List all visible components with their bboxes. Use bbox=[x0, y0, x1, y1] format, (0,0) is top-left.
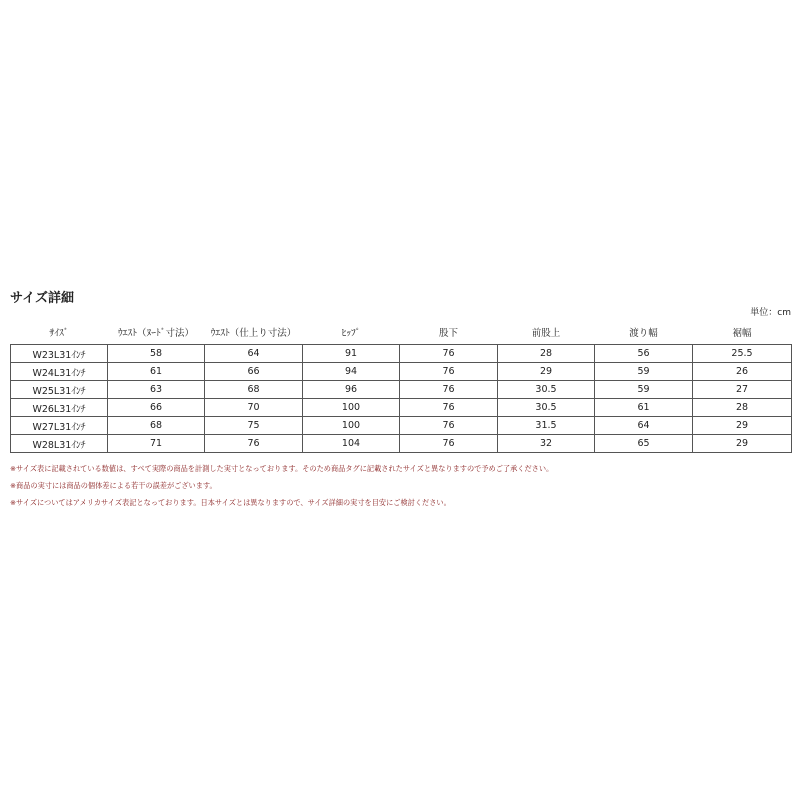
table-row bbox=[11, 435, 792, 453]
waist-finished-cell: 68 bbox=[205, 381, 303, 399]
thigh-width-cell: 64 bbox=[595, 417, 693, 435]
inseam-cell: 76 bbox=[400, 381, 498, 399]
hip-cell: 100 bbox=[303, 399, 400, 417]
header-front-rise: 前股上 bbox=[531, 328, 561, 339]
size-cell: W23L31ｲﾝﾁ bbox=[11, 345, 108, 363]
front-rise-cell: 29 bbox=[498, 363, 595, 381]
hip-cell: 91 bbox=[303, 345, 400, 363]
unit-label: 単位：cm bbox=[750, 308, 791, 318]
waist-finished-cell: 66 bbox=[205, 363, 303, 381]
waist-finished-cell: 64 bbox=[205, 345, 303, 363]
hem-width-cell: 25.5 bbox=[693, 345, 792, 363]
header-size: ｻｲｽﾞ bbox=[49, 328, 69, 339]
front-rise-cell: 32 bbox=[498, 435, 595, 453]
table-row bbox=[11, 417, 792, 435]
inseam-cell: 76 bbox=[400, 435, 498, 453]
front-rise-cell: 31.5 bbox=[498, 417, 595, 435]
page-title: サイズ詳細 bbox=[10, 291, 74, 306]
thigh-width-cell: 61 bbox=[595, 399, 693, 417]
hip-cell: 100 bbox=[303, 417, 400, 435]
thigh-width-cell: 65 bbox=[595, 435, 693, 453]
hip-cell: 104 bbox=[303, 435, 400, 453]
table-row bbox=[11, 345, 792, 363]
size-table bbox=[10, 320, 792, 453]
note-individual-variance: ※商品の実寸には商品の個体差による若干の誤差がございます。 bbox=[10, 481, 217, 490]
waist-nude-cell: 61 bbox=[108, 363, 205, 381]
table-row bbox=[11, 381, 792, 399]
waist-nude-cell: 68 bbox=[108, 417, 205, 435]
inseam-cell: 76 bbox=[400, 363, 498, 381]
size-cell: W24L31ｲﾝﾁ bbox=[11, 363, 108, 381]
hem-width-cell: 27 bbox=[693, 381, 792, 399]
waist-finished-cell: 70 bbox=[205, 399, 303, 417]
front-rise-cell: 28 bbox=[498, 345, 595, 363]
thigh-width-cell: 59 bbox=[595, 363, 693, 381]
notes-section bbox=[10, 460, 790, 511]
header-hip: ﾋｯﾌﾟ bbox=[341, 328, 361, 339]
note-measurement: ※サイズ表に記載されている数値は、すべて実際の商品を計測した実寸となっております。そのため商品タグに記載されたサイズと異なりますので予めご了承ください。 bbox=[10, 464, 554, 473]
hip-cell: 96 bbox=[303, 381, 400, 399]
size-cell: W25L31ｲﾝﾁ bbox=[11, 381, 108, 399]
front-rise-cell: 30.5 bbox=[498, 399, 595, 417]
size-cell: W28L31ｲﾝﾁ bbox=[11, 435, 108, 453]
size-cell: W26L31ｲﾝﾁ bbox=[11, 399, 108, 417]
thigh-width-cell: 56 bbox=[595, 345, 693, 363]
inseam-cell: 76 bbox=[400, 399, 498, 417]
thigh-width-cell: 59 bbox=[595, 381, 693, 399]
front-rise-cell: 30.5 bbox=[498, 381, 595, 399]
hem-width-cell: 29 bbox=[693, 435, 792, 453]
header-inseam: 股下 bbox=[438, 328, 458, 339]
table-row bbox=[11, 399, 792, 417]
waist-finished-cell: 76 bbox=[205, 435, 303, 453]
header-hem-width: 裾幅 bbox=[732, 328, 752, 339]
header-thigh-width: 渡り幅 bbox=[629, 328, 658, 339]
header-waist-finished: ｳｴｽﾄ（仕上り寸法） bbox=[210, 328, 297, 339]
inseam-cell: 76 bbox=[400, 417, 498, 435]
note-us-sizing: ※サイズについてはアメリカサイズ表記となっております。日本サイズとは異なりますので、サイズ詳細の実寸を目安にご検討ください。 bbox=[10, 498, 451, 507]
table-row bbox=[11, 363, 792, 381]
waist-finished-cell: 75 bbox=[205, 417, 303, 435]
hem-width-cell: 26 bbox=[693, 363, 792, 381]
header-waist-nude: ｳｴｽﾄ（ﾇｰﾄﾞ寸法） bbox=[117, 328, 194, 339]
hip-cell: 94 bbox=[303, 363, 400, 381]
table-header-row bbox=[11, 320, 792, 345]
waist-nude-cell: 66 bbox=[108, 399, 205, 417]
waist-nude-cell: 58 bbox=[108, 345, 205, 363]
inseam-cell: 76 bbox=[400, 345, 498, 363]
waist-nude-cell: 71 bbox=[108, 435, 205, 453]
hem-width-cell: 28 bbox=[693, 399, 792, 417]
size-cell: W27L31ｲﾝﾁ bbox=[11, 417, 108, 435]
waist-nude-cell: 63 bbox=[108, 381, 205, 399]
hem-width-cell: 29 bbox=[693, 417, 792, 435]
